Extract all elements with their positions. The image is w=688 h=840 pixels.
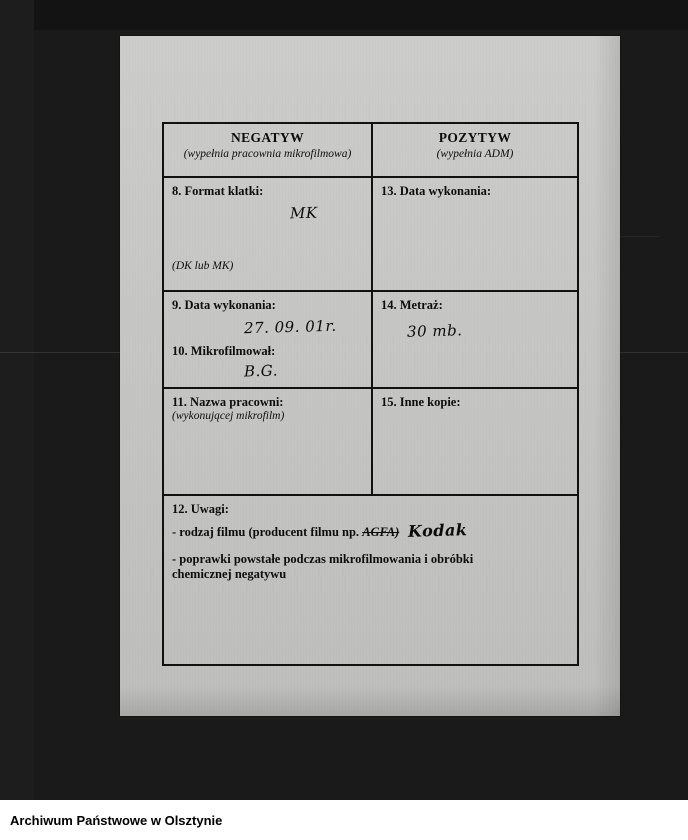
field-12-label: 12. Uwagi:: [172, 502, 229, 516]
field-12-line-3: chemicznej negatywu: [172, 567, 287, 581]
field-12-film-value: Kodak: [408, 520, 469, 541]
field-9-value: 27. 09. 01r.: [243, 316, 337, 338]
field-11-workshop: [164, 389, 373, 494]
field-8-hint: (DK lub MK): [172, 260, 234, 272]
field-13-label: 13. Data wykonania:: [380, 184, 492, 198]
field-11-label: 11. Nazwa pracowni:: [172, 395, 284, 409]
field-8-frame-format: [164, 178, 373, 290]
positive-title: POZYTYW: [438, 130, 512, 145]
field-8-value: MK: [289, 203, 318, 223]
field-12-line-1-prefix: - rodzaj filmu (producent filmu np.: [172, 525, 360, 539]
field-14-value: 30 mb.: [406, 321, 463, 341]
microfilm-form-table: [162, 122, 579, 666]
table-row: [164, 292, 577, 389]
field-12-remarks: [164, 496, 577, 672]
header-cell-positive: [373, 124, 577, 176]
table-row: [164, 178, 577, 292]
table-row: [164, 496, 577, 672]
negative-subtitle: (wypełnia pracownia mikrofilmowa): [183, 148, 352, 160]
positive-subtitle: (wypełnia ADM): [436, 148, 514, 160]
field-9-label: 9. Data wykonania:: [172, 298, 276, 312]
field-10-value: B.G.: [243, 361, 279, 381]
field-10-label: 10. Mikrofilmował:: [172, 344, 276, 358]
field-14-label: 14. Metraż:: [380, 298, 443, 312]
table-row: [164, 389, 577, 496]
sheet-shade-right: [594, 36, 620, 716]
field-13-date: [373, 178, 577, 290]
field-12-line-1: [172, 521, 569, 540]
header-cell-negative: [164, 124, 373, 176]
field-8-label: 8. Format klatki:: [172, 184, 264, 198]
field-9-10-cell: [164, 292, 373, 387]
field-11-sublabel: (wykonującej mikrofilm): [172, 410, 285, 422]
document-sheet: [120, 36, 620, 716]
field-15-label: 15. Inne kopie:: [380, 395, 461, 409]
field-15-other-copies: [373, 389, 577, 494]
field-12-struck-text: AGFA): [362, 525, 400, 539]
footer-bar: [0, 800, 688, 840]
archive-caption: Archiwum Państwowe w Olsztynie: [10, 812, 223, 828]
field-12-line-2: - poprawki powstałe podczas mikrofilmowania i obróbki: [172, 552, 474, 566]
table-header-row: [164, 124, 577, 178]
field-14-length: [373, 292, 577, 387]
sheet-shade-bottom: [120, 686, 620, 716]
negative-title: NEGATYW: [230, 130, 305, 145]
